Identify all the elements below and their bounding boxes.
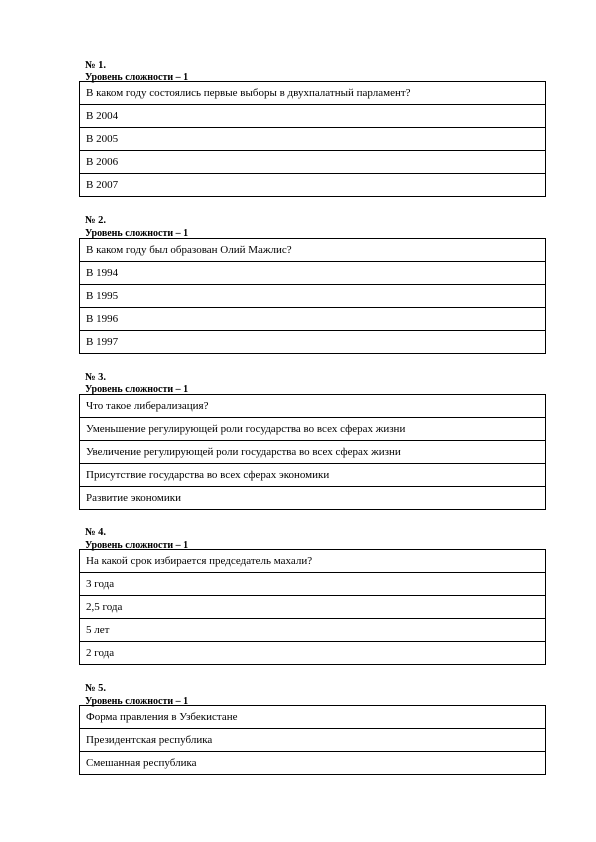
answer-option: В 2006 [80, 151, 546, 174]
answer-option: Присутствие государства во всех сферах экономики [80, 464, 546, 487]
question-table [79, 549, 546, 665]
difficulty-level: Уровень сложности – 1 [85, 384, 189, 395]
answer-option: 3 года [80, 573, 546, 596]
question-number: № 1. [85, 60, 107, 71]
answer-option: 5 лет [80, 619, 546, 642]
question-table [79, 81, 546, 197]
answer-option: 2,5 года [80, 596, 546, 619]
answer-option: В 2007 [80, 174, 546, 197]
question-text: На какой срок избирается председатель махали? [80, 550, 546, 573]
answer-option: В 1994 [80, 262, 546, 285]
question-number: № 5. [85, 683, 107, 694]
difficulty-level: Уровень сложности – 1 [85, 540, 189, 551]
difficulty-level: Уровень сложности – 1 [85, 72, 189, 83]
question-text: В каком году состоялись первые выборы в двухпалатный парламент? [80, 82, 546, 105]
difficulty-level: Уровень сложности – 1 [85, 696, 189, 707]
difficulty-level: Уровень сложности – 1 [85, 228, 189, 239]
answer-option: 2 года [80, 642, 546, 665]
answer-option: Увеличение регулирующей роли государства во всех сферах жизни [80, 441, 546, 464]
question-text: Что такое либерализация? [80, 395, 546, 418]
question-number: № 3. [85, 372, 107, 383]
answer-option: В 1997 [80, 331, 546, 354]
answer-option: В 1996 [80, 308, 546, 331]
question-text: В каком году был образован Олий Мажлис? [80, 239, 546, 262]
answer-option: Смешанная республика [80, 752, 546, 775]
answer-option: Развитие экономики [80, 487, 546, 510]
answer-option: В 2005 [80, 128, 546, 151]
answer-option: В 1995 [80, 285, 546, 308]
question-table [79, 238, 546, 354]
question-number: № 4. [85, 527, 107, 538]
question-table [79, 394, 546, 510]
question-number: № 2. [85, 215, 107, 226]
question-table [79, 705, 546, 775]
answer-option: В 2004 [80, 105, 546, 128]
answer-option: Президентская республика [80, 729, 546, 752]
answer-option: Уменьшение регулирующей роли государства во всех сферах жизни [80, 418, 546, 441]
question-text: Форма правления в Узбекистане [80, 706, 546, 729]
